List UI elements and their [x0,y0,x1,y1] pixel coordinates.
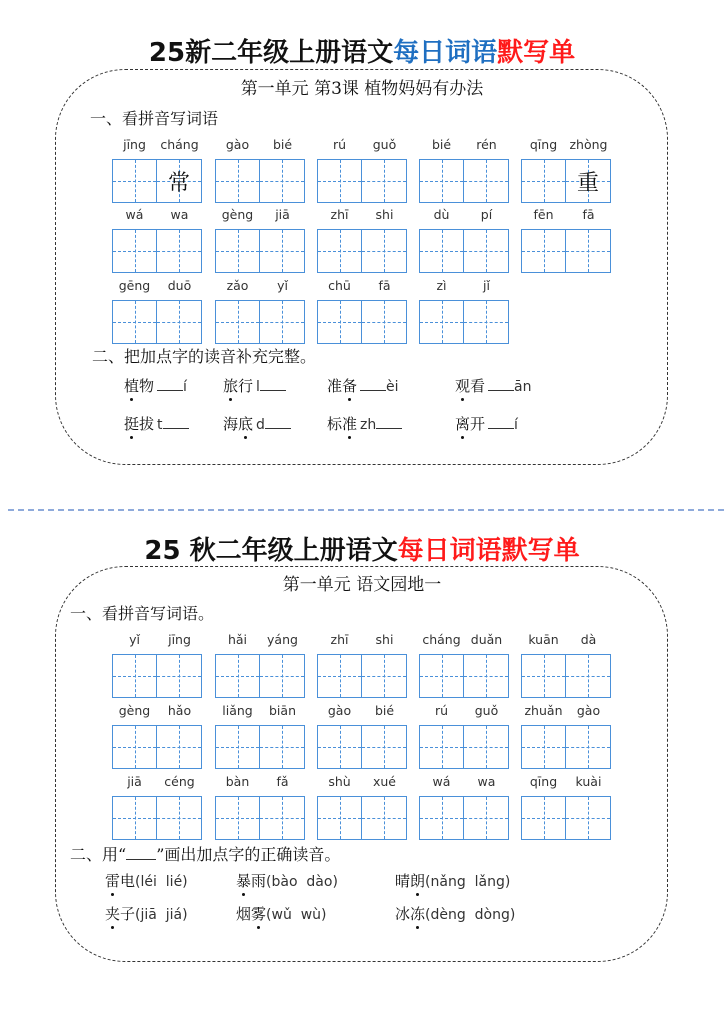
answer-blank[interactable] [488,416,514,429]
writing-cell[interactable] [317,229,362,273]
pinyin-syllable: fǎ [276,774,289,789]
tianzige-pair [215,159,305,203]
writing-cell[interactable] [419,300,464,344]
pinyin-label [521,774,611,792]
word-char: 看 [470,377,486,395]
tianzige-pair [112,654,202,698]
pinyin-label [317,137,407,155]
pinyin-syllable: jǐ [483,278,490,293]
pinyin-syllable: qīng [529,137,558,152]
writing-cell[interactable] [215,300,260,344]
pinyin-options[interactable]: (nǎng lǎng) [425,874,511,890]
writing-cell[interactable] [521,229,566,273]
pinyin-syllable: guǒ [474,703,499,718]
pinyin-syllable: guǒ [372,137,397,152]
writing-cell[interactable] [215,725,260,769]
writing-cell[interactable] [419,229,464,273]
writing-cell[interactable] [260,796,305,840]
sheet2-title [0,530,724,567]
writing-cell[interactable] [362,229,407,273]
writing-cell[interactable] [112,159,157,203]
word-char: 拔 [139,415,155,433]
word-char: 植 [124,377,140,395]
pinyin-label [419,137,509,155]
tianzige-pair [521,796,611,840]
sheet1-title-black: 25新二年级上册语文 [148,38,394,68]
tianzige-pair [215,725,305,769]
sheet1-subtitle: 第一单元 第3课 植物妈妈有办法 [240,79,484,99]
pinyin-syllable: wá [125,207,144,222]
writing-cell[interactable] [112,229,157,273]
sheet1-section2-heading: 二、把加点字的读音补充完整。 [92,347,317,366]
pinyin-syllable: céng [164,774,195,789]
pinyin-label [317,207,407,225]
writing-cell[interactable] [566,654,611,698]
writing-cell[interactable] [419,796,464,840]
pinyin-syllable: wa [170,207,189,222]
pinyin-row [112,774,632,844]
pinyin-syllable: gào [225,137,250,152]
pinyin-prefix: zh [360,417,377,433]
tianzige-pair [215,229,305,273]
writing-cell[interactable] [566,796,611,840]
pinyin-label [521,703,611,721]
fill-in-question [327,375,399,396]
writing-cell[interactable] [566,229,611,273]
pinyin-options[interactable]: (dèng dòng) [425,907,516,923]
word-char: 雾 [251,905,267,923]
word-char: 子 [120,905,136,923]
pinyin-syllable: cháng [160,137,199,152]
pinyin-syllable: dù [433,207,450,222]
writing-cell[interactable] [260,159,305,203]
pinyin-syllable: gèng [118,703,151,718]
writing-cell[interactable] [464,654,509,698]
answer-blank[interactable] [376,416,402,429]
pinyin-syllable: zhī [330,207,349,222]
writing-cell[interactable] [112,796,157,840]
pinyin-label [521,632,611,650]
sheet2-title-black: 25 秋二年级上册语文 [144,536,398,566]
pinyin-label [419,774,509,792]
writing-cell[interactable] [215,159,260,203]
writing-cell[interactable] [215,654,260,698]
writing-cell[interactable]: 常 [157,159,202,203]
pinyin-label [521,137,611,155]
word-char: 电 [120,872,136,890]
tianzige-pair [419,300,509,344]
tianzige-pair [521,159,611,203]
pinyin-label [112,137,202,155]
writing-cell[interactable] [260,229,305,273]
word-char: 观 [455,377,471,395]
writing-cell[interactable] [317,725,362,769]
pinyin-syllable: zhòng [569,137,608,152]
choose-pinyin-question [236,903,327,924]
writing-cell[interactable] [112,725,157,769]
writing-cell[interactable] [215,796,260,840]
sheet1-title-red: 默写单 [497,38,576,68]
pinyin-label [317,632,407,650]
sheet1-section1-heading: 一、看拼音写词语 [90,109,219,128]
writing-cell[interactable] [362,159,407,203]
pinyin-syllable: jīng [168,632,191,647]
tianzige-pair [419,796,509,840]
pinyin-syllable: chū [328,278,351,293]
writing-cell[interactable] [464,229,509,273]
pinyin-syllable: bié [272,137,293,152]
choose-pinyin-question [395,870,510,891]
tianzige-pair [112,725,202,769]
pinyin-syllable: fā [378,278,391,293]
pinyin-label [317,703,407,721]
pinyin-syllable: wa [477,774,496,789]
writing-cell[interactable] [260,654,305,698]
pinyin-syllable: pí [480,207,493,222]
pinyin-syllable: gào [327,703,352,718]
word-char: 烟 [236,905,252,923]
pinyin-label [419,632,509,650]
tianzige-pair [317,300,407,344]
writing-cell[interactable] [317,159,362,203]
pinyin-options[interactable]: (bào dào) [266,874,338,890]
writing-cell[interactable]: 重 [566,159,611,203]
pinyin-syllable: shi [375,632,394,647]
word-char: 夹 [105,905,121,923]
writing-cell[interactable] [260,300,305,344]
pinyin-syllable: duǎn [470,632,503,647]
pinyin-syllable: kuài [575,774,602,789]
sheet2-subtitle: 第一单元 语文园地一 [282,575,442,595]
pinyin-syllable: qīng [529,774,558,789]
writing-cell[interactable] [317,300,362,344]
pinyin-syllable: jiā [275,207,290,222]
pinyin-suffix: í [183,379,187,395]
writing-cell[interactable] [157,300,202,344]
tianzige-pair [521,654,611,698]
pinyin-syllable: hǎo [167,703,192,718]
word-char: 开 [470,415,486,433]
word-char: 准 [327,377,343,395]
tianzige-pair [521,725,611,769]
word-char: 物 [139,377,155,395]
pinyin-label [215,632,305,650]
tianzige-pair [215,654,305,698]
pinyin-syllable: bié [374,703,395,718]
answer-blank[interactable] [488,378,514,391]
writing-cell[interactable] [260,725,305,769]
pinyin-syllable: zǎo [226,278,249,293]
pinyin-syllable: gēng [118,278,151,293]
writing-cell[interactable] [215,229,260,273]
writing-cell[interactable] [362,654,407,698]
writing-cell[interactable] [464,725,509,769]
writing-cell[interactable] [521,725,566,769]
pinyin-label [215,278,305,296]
pinyin-syllable: dà [580,632,597,647]
pinyin-syllable: duō [167,278,192,293]
pinyin-row [112,278,632,348]
pinyin-suffix: ān [514,379,532,395]
writing-cell[interactable] [566,725,611,769]
pinyin-syllable: zhuǎn [524,703,563,718]
pinyin-label [112,278,202,296]
pinyin-syllable: zì [436,278,447,293]
pinyin-syllable: cháng [422,632,461,647]
pinyin-syllable: zhī [330,632,349,647]
pinyin-syllable: jiā [127,774,142,789]
pinyin-label [112,207,202,225]
tianzige-pair [112,300,202,344]
fill-in-question [223,413,291,434]
tianzige-pair [112,229,202,273]
pinyin-syllable: biān [269,703,296,718]
tianzige-pair [317,159,407,203]
fill-in-question [124,413,189,434]
pinyin-label [419,278,509,296]
tianzige-pair [112,159,202,203]
pinyin-label [112,632,202,650]
pinyin-syllable: gào [576,703,601,718]
pinyin-syllable: fēn [533,207,554,222]
tianzige-pair [419,654,509,698]
writing-cell[interactable] [157,229,202,273]
writing-cell[interactable] [521,654,566,698]
word-char: 备 [342,377,358,395]
pinyin-syllable: shi [375,207,394,222]
pinyin-syllable: xué [372,774,396,789]
writing-cell[interactable] [464,796,509,840]
underline-sample [126,847,156,860]
writing-cell[interactable] [464,159,509,203]
pinyin-prefix: d [256,417,265,433]
writing-cell[interactable] [419,725,464,769]
writing-cell[interactable] [362,725,407,769]
sheet2-section1-heading: 一、看拼音写词语。 [70,604,215,623]
word-char: 标 [327,415,343,433]
word-char: 海 [223,415,239,433]
writing-cell[interactable] [317,654,362,698]
pinyin-syllable: bàn [225,774,250,789]
answer-blank[interactable] [260,378,286,391]
pinyin-label [215,137,305,155]
pinyin-label [112,703,202,721]
pinyin-suffix: í [514,417,518,433]
writing-cell[interactable] [112,300,157,344]
pinyin-row [112,632,632,702]
writing-cell[interactable] [157,796,202,840]
choose-pinyin-question [395,903,515,924]
pinyin-syllable: rú [332,137,347,152]
pinyin-prefix: t [157,417,163,433]
pinyin-prefix: l [256,379,260,395]
writing-cell[interactable] [419,654,464,698]
pinyin-row [112,703,632,773]
pinyin-syllable: kuān [528,632,559,647]
fill-in-question [223,375,286,396]
writing-cell[interactable] [157,654,202,698]
pinyin-label [317,774,407,792]
writing-cell[interactable] [521,159,566,203]
pinyin-syllable: shù [328,774,351,789]
answer-blank[interactable] [265,416,291,429]
word-char: 暴 [236,872,252,890]
answer-blank[interactable] [163,416,189,429]
fill-in-question [455,375,531,396]
pinyin-syllable: liǎng [222,703,253,718]
fill-in-question [327,413,402,434]
pinyin-syllable: hǎi [227,632,248,647]
word-char: 雨 [251,872,267,890]
tianzige-pair [317,229,407,273]
pinyin-label [215,703,305,721]
word-char: 行 [238,377,254,395]
answer-blank[interactable] [360,378,386,391]
page-separator [8,509,724,511]
word-char: 雷 [105,872,121,890]
pinyin-syllable: yǐ [277,278,288,293]
tianzige-pair [317,654,407,698]
pinyin-syllable: jīng [123,137,146,152]
sheet1-title [0,32,724,69]
writing-cell[interactable] [362,796,407,840]
tianzige-pair [112,796,202,840]
pinyin-syllable: gèng [221,207,254,222]
fill-in-question [124,375,187,396]
tianzige-pair [419,159,509,203]
fill-in-question [455,413,518,434]
writing-cell[interactable] [419,159,464,203]
writing-cell[interactable] [157,725,202,769]
tianzige-pair [317,725,407,769]
pinyin-label [112,774,202,792]
pinyin-label [215,774,305,792]
pinyin-options[interactable]: (wǔ wù) [266,907,327,923]
sheet2-title-red: 每日词语默写单 [397,536,580,566]
tianzige-pair [215,796,305,840]
pinyin-syllable: yǐ [129,632,140,647]
pinyin-row [112,137,632,207]
pinyin-syllable: yáng [267,632,298,647]
writing-cell[interactable] [112,654,157,698]
sheet2-section2-heading: 二、用“ ”画出加点字的正确读音。 [70,845,341,864]
writing-cell[interactable] [464,300,509,344]
writing-cell[interactable] [521,796,566,840]
tianzige-pair [215,300,305,344]
answer-blank[interactable] [157,378,183,391]
pinyin-row [112,207,632,277]
tianzige-pair [419,229,509,273]
pinyin-label [419,207,509,225]
pinyin-options[interactable]: (jiā jiá) [135,907,188,923]
sheet1-title-blue: 每日词语 [393,38,498,68]
pinyin-label [419,703,509,721]
tianzige-pair [521,229,611,273]
pinyin-label [521,207,611,225]
pinyin-suffix: èi [386,379,399,395]
word-char: 底 [238,415,254,433]
pinyin-syllable: fā [582,207,595,222]
pinyin-label [215,207,305,225]
word-char: 准 [342,415,358,433]
choose-pinyin-question [105,870,188,891]
pinyin-syllable: rú [434,703,449,718]
word-char: 旅 [223,377,239,395]
pinyin-label [317,278,407,296]
word-char: 离 [455,415,471,433]
tianzige-pair [317,796,407,840]
pinyin-syllable: bié [431,137,452,152]
word-char: 挺 [124,415,140,433]
choose-pinyin-question [236,870,338,891]
writing-cell[interactable] [317,796,362,840]
tianzige-pair [419,725,509,769]
pinyin-syllable: rén [476,137,497,152]
writing-cell[interactable] [362,300,407,344]
word-char: 晴 [395,872,411,890]
word-char: 冰 [395,905,411,923]
pinyin-options[interactable]: (léi lié) [135,874,188,890]
word-char: 朗 [410,872,426,890]
word-char: 冻 [410,905,426,923]
pinyin-syllable: wá [432,774,451,789]
choose-pinyin-question [105,903,188,924]
